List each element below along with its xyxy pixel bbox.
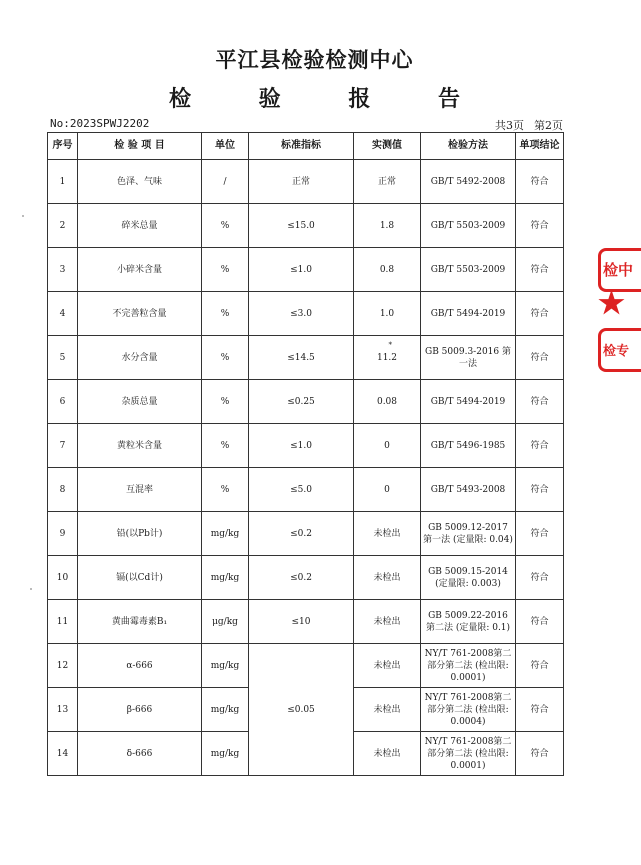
cell-unit: % [202, 424, 249, 468]
cell-method: GB/T 5493-2008 [421, 468, 516, 512]
cell-unit: % [202, 336, 249, 380]
cell-standard-merged: ≤0.05 [249, 644, 354, 776]
cell-item: 色泽、气味 [78, 160, 202, 204]
cell-method: GB/T 5492-2008 [421, 160, 516, 204]
cell-standard: ≤1.0 [249, 248, 354, 292]
cell-result: 符合 [516, 248, 564, 292]
cell-measured: 0.8 [354, 248, 421, 292]
cell-unit: mg/kg [202, 732, 249, 776]
cell-item: 杂质总量 [78, 380, 202, 424]
col-header-standard: 标准指标 [249, 133, 354, 160]
cell-result: 符合 [516, 204, 564, 248]
cell-method: NY/T 761-2008第二部分第二法 (检出限: 0.0004) [421, 688, 516, 732]
cell-item: 碎米总量 [78, 204, 202, 248]
cell-result: 符合 [516, 600, 564, 644]
cell-no: 6 [48, 380, 78, 424]
cell-no: 12 [48, 644, 78, 688]
cell-unit: / [202, 160, 249, 204]
cell-unit: % [202, 204, 249, 248]
value-mark: * [388, 341, 392, 349]
cell-item: 黄粒米含量 [78, 424, 202, 468]
cell-unit: mg/kg [202, 556, 249, 600]
cell-measured: 1.0 [354, 292, 421, 336]
cell-result: 符合 [516, 688, 564, 732]
table-row [48, 160, 564, 204]
cell-result: 符合 [516, 644, 564, 688]
scan-speck [22, 215, 24, 217]
total-pages: 共3页 [495, 119, 524, 132]
cell-unit: mg/kg [202, 688, 249, 732]
seal-text-top: 检中 [603, 261, 634, 279]
cell-standard: ≤0.25 [249, 380, 354, 424]
cell-no: 11 [48, 600, 78, 644]
cell-no: 13 [48, 688, 78, 732]
cell-item: 黄曲霉毒素B₁ [78, 600, 202, 644]
cell-standard: ≤15.0 [249, 204, 354, 248]
col-header-item: 检 验 项 目 [78, 133, 202, 160]
table-row [48, 380, 564, 424]
cell-method: GB 5009.3-2016 第一法 [421, 336, 516, 380]
col-header-measured: 实测值 [354, 133, 421, 160]
col-header-seq: 序号 [48, 133, 78, 160]
cell-measured [354, 336, 421, 380]
organization-name: 平江县检验检测中心 [215, 47, 414, 72]
cell-item: β-666 [78, 688, 202, 732]
cell-method: GB/T 5494-2019 [421, 380, 516, 424]
cell-standard: ≤0.2 [249, 512, 354, 556]
cell-standard: ≤0.2 [249, 556, 354, 600]
cell-method: GB 5009.15-2014 (定量限: 0.003) [421, 556, 516, 600]
table-row [48, 292, 564, 336]
cell-method: GB/T 5503-2009 [421, 204, 516, 248]
cell-result: 符合 [516, 424, 564, 468]
cell-method: GB/T 5496-1985 [421, 424, 516, 468]
cell-measured: 未检出 [354, 512, 421, 556]
cell-no: 14 [48, 732, 78, 776]
col-header-unit: 单位 [202, 133, 249, 160]
cell-measured: 0 [354, 424, 421, 468]
cell-measured: 0.08 [354, 380, 421, 424]
cell-item: 铅(以Pb计) [78, 512, 202, 556]
cell-unit: mg/kg [202, 644, 249, 688]
cell-standard: ≤10 [249, 600, 354, 644]
cell-method: NY/T 761-2008第二部分第二法 (检出限: 0.0001) [421, 732, 516, 776]
table-row [48, 204, 564, 248]
cell-method: GB/T 5494-2019 [421, 292, 516, 336]
cell-measured: 未检出 [354, 732, 421, 776]
cell-item: δ-666 [78, 732, 202, 776]
seal-text-bottom: 检专 [603, 344, 630, 359]
table-row [48, 248, 564, 292]
cell-result: 符合 [516, 160, 564, 204]
report-title: 检 验 报 告 [169, 86, 490, 112]
seal-star-icon: ★ [598, 286, 625, 321]
cell-item: 不完善粒含量 [78, 292, 202, 336]
cell-measured: 正常 [354, 160, 421, 204]
table-row [48, 336, 564, 380]
cell-item: 互混率 [78, 468, 202, 512]
cell-standard: ≤5.0 [249, 468, 354, 512]
cell-result: 符合 [516, 556, 564, 600]
cell-method: GB/T 5503-2009 [421, 248, 516, 292]
cell-no: 1 [48, 160, 78, 204]
cell-no: 9 [48, 512, 78, 556]
cell-no: 3 [48, 248, 78, 292]
cell-no: 2 [48, 204, 78, 248]
col-header-result: 单项结论 [516, 133, 564, 160]
cell-unit: % [202, 380, 249, 424]
cell-result: 符合 [516, 380, 564, 424]
page-number: 第2页 [534, 119, 563, 132]
cell-standard: 正常 [249, 160, 354, 204]
col-header-method: 检验方法 [421, 133, 516, 160]
table-row [48, 600, 564, 644]
cell-measured: 1.8 [354, 204, 421, 248]
seal-bottom-fragment [598, 328, 641, 372]
cell-item: 水分含量 [78, 336, 202, 380]
cell-no: 10 [48, 556, 78, 600]
cell-result: 符合 [516, 292, 564, 336]
cell-no: 5 [48, 336, 78, 380]
table-row [48, 512, 564, 556]
cell-result: 符合 [516, 512, 564, 556]
page-info [485, 117, 563, 133]
cell-standard: ≤3.0 [249, 292, 354, 336]
cell-no: 7 [48, 424, 78, 468]
table-header-row [48, 133, 564, 160]
cell-method: NY/T 761-2008第二部分第二法 (检出限: 0.0001) [421, 644, 516, 688]
report-number: No:2023SPWJ2202 [50, 117, 150, 130]
cell-standard: ≤14.5 [249, 336, 354, 380]
table-row [48, 556, 564, 600]
cell-standard: ≤1.0 [249, 424, 354, 468]
cell-method: GB 5009.22-2016 第二法 (定量限: 0.1) [421, 600, 516, 644]
cell-measured: 未检出 [354, 688, 421, 732]
cell-item: 小碎米含量 [78, 248, 202, 292]
cell-item: α-666 [78, 644, 202, 688]
cell-unit: % [202, 248, 249, 292]
cell-measured: 未检出 [354, 556, 421, 600]
scan-speck [30, 588, 32, 590]
cell-unit: % [202, 292, 249, 336]
cell-unit: % [202, 468, 249, 512]
cell-item: 镉(以Cd计) [78, 556, 202, 600]
cell-no: 4 [48, 292, 78, 336]
table-row [48, 468, 564, 512]
cell-result: 符合 [516, 732, 564, 776]
table-row [48, 424, 564, 468]
table-row [48, 644, 564, 688]
cell-unit: μg/kg [202, 600, 249, 644]
cell-result: 符合 [516, 336, 564, 380]
cell-method: GB 5009.12-2017 第一法 (定量限: 0.04) [421, 512, 516, 556]
cell-measured: 0 [354, 468, 421, 512]
cell-measured-value: 11.2 [376, 352, 398, 363]
cell-measured: 未检出 [354, 600, 421, 644]
cell-measured: 未检出 [354, 644, 421, 688]
cell-result: 符合 [516, 468, 564, 512]
cell-no: 8 [48, 468, 78, 512]
cell-unit: mg/kg [202, 512, 249, 556]
inspection-table [47, 132, 564, 776]
